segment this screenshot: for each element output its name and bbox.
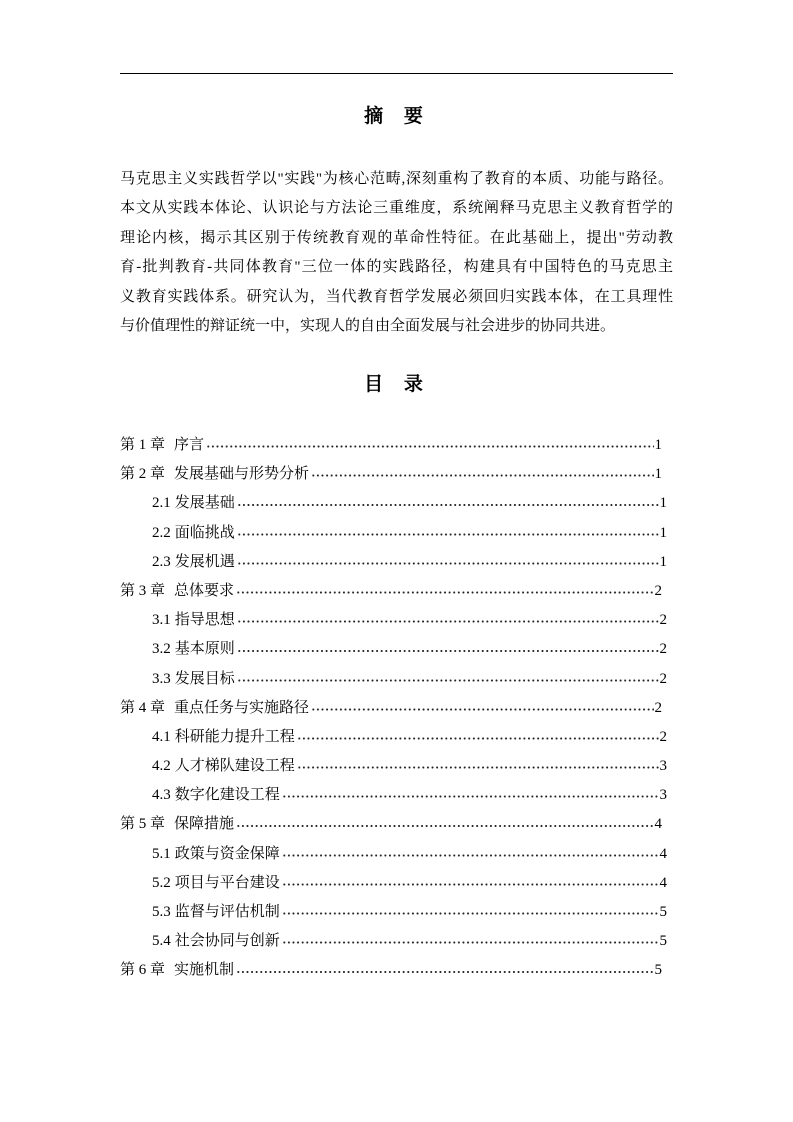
toc-section-number: 3.3	[152, 670, 171, 687]
toc-dot-leader	[236, 956, 653, 985]
toc-section-number: 5.2	[152, 874, 171, 891]
toc-page-number: 4	[659, 845, 667, 862]
toc-section-number: 3.1	[152, 612, 171, 629]
toc-section-title: 面临挑战	[174, 524, 235, 541]
toc-chapter-number: 第 1 章	[120, 437, 166, 453]
toc-page-number: 5	[659, 904, 667, 920]
toc-dot-leader	[297, 752, 659, 781]
toc-section-title: 基本原则	[174, 641, 235, 658]
toc-page-number: 1	[654, 466, 662, 483]
toc-dot-leader	[237, 489, 659, 518]
toc-section-4-1[interactable]	[152, 723, 667, 752]
toc-chapter-number: 第 2 章	[120, 466, 166, 483]
abstract-paragraph	[120, 165, 673, 341]
toc-dot-leader	[237, 606, 659, 635]
abstract-line: 与价值理性的辩证统一中，实现人的自由全面发展与社会进步的协同共进。	[120, 317, 616, 334]
toc-dot-leader	[282, 840, 659, 869]
toc-chapter-title: 实施机制	[174, 962, 235, 979]
toc-dot-leader	[311, 460, 653, 489]
toc-section-title: 发展机遇	[174, 553, 235, 570]
toc-dot-leader	[237, 635, 659, 664]
toc-chapter-4[interactable]	[120, 694, 662, 723]
toc-section-4-3[interactable]	[152, 781, 667, 810]
toc-section-5-2[interactable]	[152, 869, 667, 898]
toc-page-number: 5	[659, 933, 667, 950]
toc-page-number: 2	[659, 641, 667, 658]
abstract-line: 理论内核，揭示其区别于传统教育观的革命性特征。在此基础上，提出"劳动教	[120, 229, 673, 246]
table-of-contents	[120, 431, 673, 986]
toc-section-2-3[interactable]	[152, 548, 667, 577]
abstract-title: 摘 要	[364, 106, 429, 127]
toc-section-title: 指导思想	[174, 612, 235, 629]
toc-section-number: 4.1	[152, 728, 171, 745]
toc-section-3-3[interactable]	[152, 665, 667, 694]
toc-chapter-title: 总体要求	[174, 582, 235, 599]
toc-dot-leader	[206, 431, 653, 460]
toc-page-number: 4	[659, 874, 667, 891]
toc-page-number: 2	[654, 699, 662, 716]
toc-section-3-2[interactable]	[152, 635, 667, 664]
toc-chapter-title: 发展基础与形势分析	[174, 466, 310, 483]
toc-chapter-3[interactable]	[120, 577, 662, 606]
toc-page-number: 1	[659, 553, 667, 570]
toc-chapter-title: 保障措施	[174, 816, 235, 833]
toc-dot-leader	[282, 781, 659, 810]
toc-page-number: 5	[654, 962, 662, 979]
abstract-line: 马克思主义实践哲学以"实践"为核心范畴,深刻重构了教育的本质、功能与路径。	[120, 171, 673, 187]
abstract-line: 本文从实践本体论、认识论与方法论三重维度，系统阐释马克思主义教育哲学的	[120, 200, 673, 217]
toc-dot-leader	[236, 810, 653, 839]
toc-chapter-number: 第 3 章	[120, 582, 166, 599]
toc-page-number: 2	[654, 582, 662, 599]
toc-section-2-1[interactable]	[152, 489, 667, 518]
toc-section-2-2[interactable]	[152, 519, 667, 548]
toc-page-number: 2	[659, 728, 667, 745]
toc-section-number: 5.1	[152, 845, 171, 862]
toc-dot-leader	[297, 723, 659, 752]
toc-page-number: 2	[659, 612, 667, 629]
abstract-line: 义教育实践体系。研究认为，当代教育哲学发展必须回归实践本体，在工具理性	[120, 288, 673, 305]
toc-page-number: 1	[659, 495, 667, 512]
toc-section-title: 发展基础	[174, 495, 235, 512]
toc-section-title: 数字化建设工程	[174, 787, 280, 804]
toc-dot-leader	[282, 869, 659, 898]
toc-section-number: 2.3	[152, 553, 171, 570]
toc-dot-leader	[311, 694, 653, 723]
toc-section-5-1[interactable]	[152, 840, 667, 869]
toc-title: 目 录	[364, 374, 429, 395]
toc-chapter-1[interactable]	[120, 431, 662, 460]
toc-section-title: 科研能力提升工程	[174, 728, 295, 745]
toc-dot-leader	[236, 577, 653, 606]
toc-page-number: 1	[654, 437, 662, 453]
toc-dot-leader	[237, 665, 659, 694]
toc-section-number: 3.2	[152, 641, 171, 658]
toc-page-number: 3	[659, 758, 667, 775]
toc-section-number: 4.3	[152, 787, 171, 804]
toc-dot-leader	[282, 927, 659, 956]
toc-chapter-number: 第 6 章	[120, 962, 166, 979]
toc-page-number: 3	[659, 787, 667, 804]
toc-section-3-1[interactable]	[152, 606, 667, 635]
toc-chapter-title: 序言	[174, 437, 205, 453]
toc-section-title: 社会协同与创新	[174, 933, 280, 950]
toc-page-number: 1	[659, 524, 667, 541]
toc-section-number: 5.3	[152, 904, 171, 920]
toc-dot-leader	[237, 519, 659, 548]
toc-chapter-title: 重点任务与实施路径	[174, 699, 310, 716]
toc-section-title: 监督与评估机制	[174, 904, 280, 920]
toc-section-5-3[interactable]	[152, 898, 667, 927]
toc-section-number: 4.2	[152, 758, 171, 775]
toc-page-number: 4	[654, 816, 662, 833]
toc-section-title: 人才梯队建设工程	[174, 758, 295, 775]
header-rule	[120, 73, 673, 74]
toc-chapter-5[interactable]	[120, 810, 662, 839]
toc-chapter-2[interactable]	[120, 460, 662, 489]
toc-section-title: 项目与平台建设	[174, 874, 280, 891]
toc-section-number: 5.4	[152, 933, 171, 950]
toc-chapter-number: 第 4 章	[120, 699, 166, 716]
toc-section-4-2[interactable]	[152, 752, 667, 781]
toc-page-number: 2	[659, 670, 667, 687]
toc-dot-leader	[237, 548, 659, 577]
toc-section-title: 发展目标	[174, 670, 235, 687]
toc-section-number: 2.1	[152, 495, 171, 512]
toc-chapter-6[interactable]	[120, 956, 662, 985]
toc-chapter-number: 第 5 章	[120, 816, 166, 833]
toc-dot-leader	[282, 898, 659, 927]
toc-section-5-4[interactable]	[152, 927, 667, 956]
abstract-line: 育-批判教育-共同体教育"三位一体的实践路径，构建具有中国特色的马克思主	[120, 259, 673, 276]
toc-section-number: 2.2	[152, 524, 171, 541]
toc-section-title: 政策与资金保障	[174, 845, 280, 862]
